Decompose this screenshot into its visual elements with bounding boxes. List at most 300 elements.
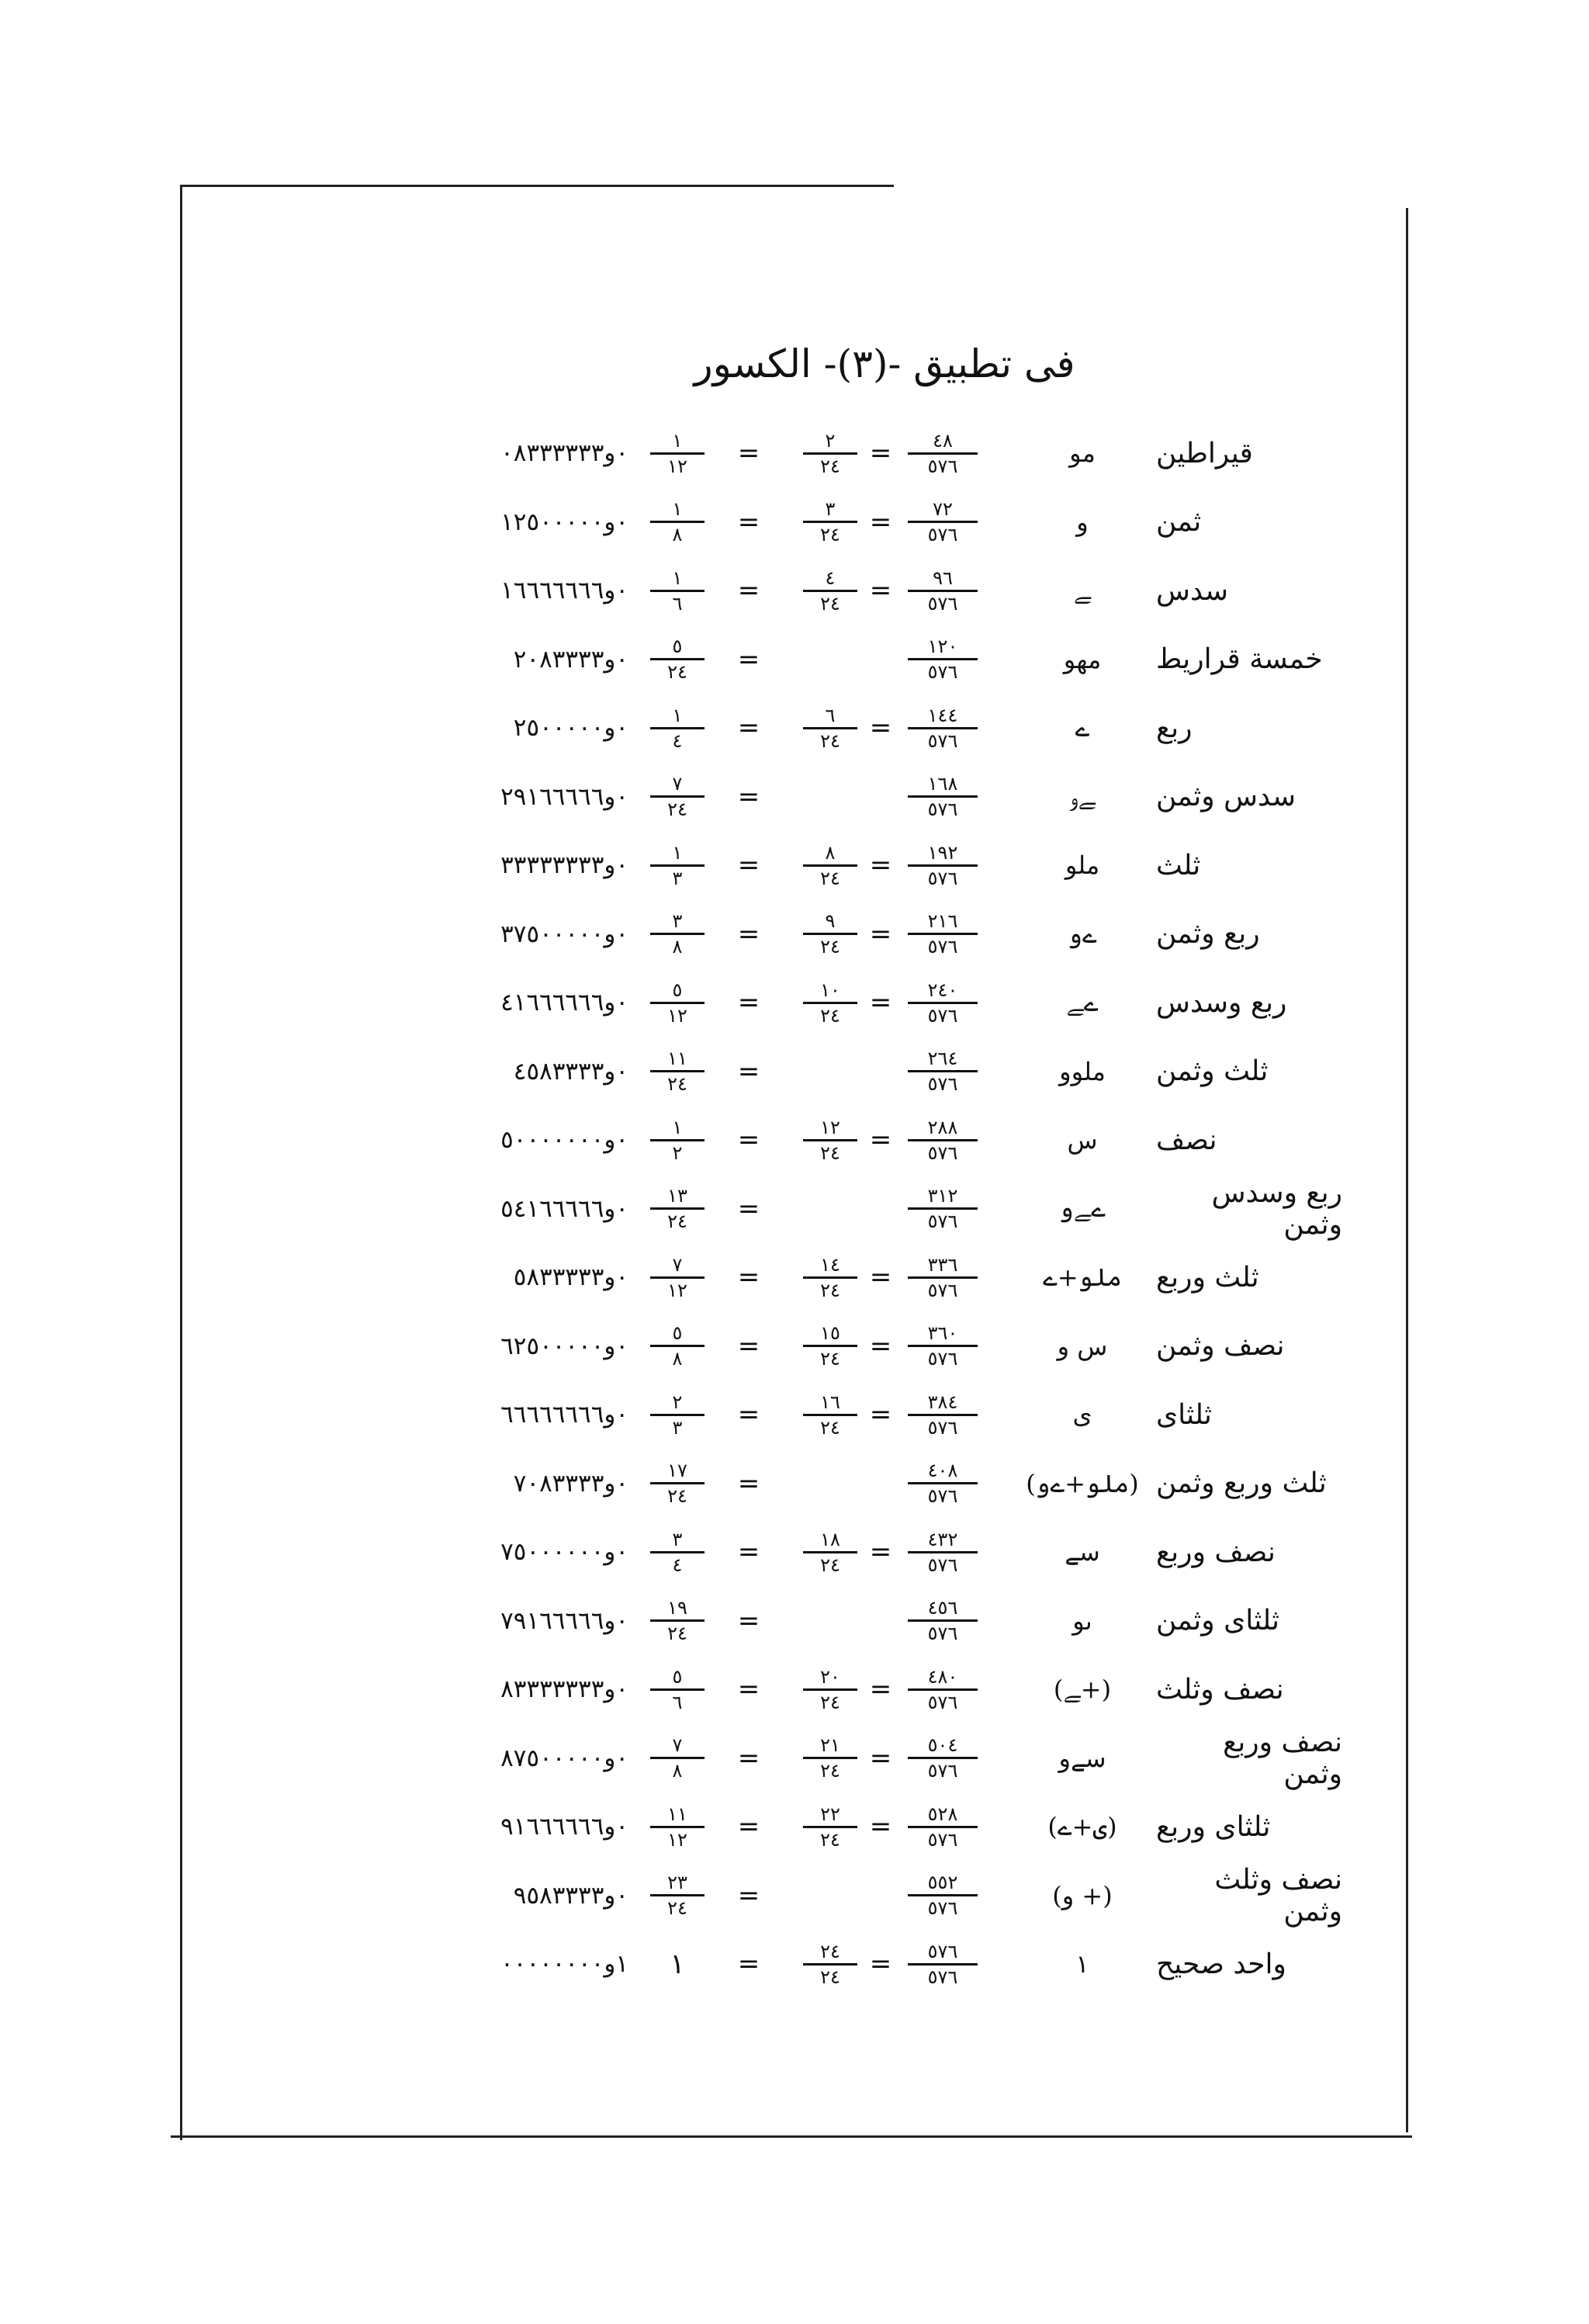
fraction-576ths [908,556,978,625]
denominator: ١٢ [667,455,687,477]
fraction-bar [650,1826,704,1828]
fraction-bar [908,795,978,798]
fraction-simplified [650,1312,704,1380]
fraction-bar [908,1139,978,1141]
fraction-bar [803,1757,857,1759]
numerator: ١ [672,429,683,452]
fraction-symbol: ملوو [1059,1056,1106,1086]
fraction-576ths [908,1243,978,1311]
fraction-bar [650,1551,704,1553]
numerator: ١ [672,498,683,520]
fraction-576ths [908,1792,978,1861]
numerator: ٩٦ [933,566,953,589]
equals-sign: = [737,1124,760,1155]
equals-sign: = [737,1536,760,1567]
equals-sign: = [869,1330,892,1362]
fraction-576ths [908,1930,978,1998]
fraction-name: ربع وثمن [1156,918,1260,950]
fraction-name: ربع وسدس وثمن [1211,1176,1342,1241]
decimal-value: ٠و٢٩١٦٦٦٦٦ [500,782,628,811]
numerator: ٥ [672,978,683,1001]
fraction-bar [803,727,857,729]
numerator: ٢٤ [820,1940,840,1962]
table-row [0,419,1589,487]
fraction-simplified [650,763,704,831]
numerator: ٥ [672,636,683,657]
fraction-symbol: س [1067,1125,1098,1155]
numerator: ٣٨٤ [927,1391,958,1413]
fraction-bar [908,590,978,592]
fraction-symbol: ےﮯ [1066,987,1099,1017]
fraction-simplified [650,1175,704,1243]
fraction-simplified [650,1243,704,1311]
decimal-value: ٠و٩١٦٦٦٦٦٦ [500,1813,628,1841]
equals-sign: = [737,1674,760,1705]
numerator: ٤٨ [933,429,953,452]
fraction-bar [803,933,857,935]
fraction-simplified [650,419,704,487]
fraction-name: ثلثاى وثمن [1156,1605,1280,1636]
fraction-bar [908,727,978,729]
equals-sign: = [869,987,892,1018]
denominator: ٥٧٦ [927,1348,958,1370]
equals-sign: = [737,712,760,743]
numerator: ٥٠٤ [927,1734,958,1756]
equals-sign: = [869,1811,892,1842]
fraction-simplified [650,625,704,694]
fraction-name: ثلثاى [1156,1398,1212,1431]
denominator: ٢٤ [820,1691,840,1713]
fraction-simplified [650,831,704,899]
numerator: ١١ [667,1048,687,1069]
numerator: ٣١٢ [927,1185,958,1207]
decimal-value: ٠و٥٤١٦٦٦٦٦ [500,1194,628,1223]
numerator: ٢ [672,1391,683,1413]
fraction-24ths [803,900,857,968]
fraction-24ths [803,556,857,625]
fraction-symbol: (ى+ے) [1047,1812,1117,1841]
fraction-24ths [803,1380,857,1449]
fraction-name: ربع [1156,712,1193,744]
fraction-bar [908,1619,978,1622]
equals-sign: = [869,1536,892,1567]
denominator: ٢٤ [667,1897,687,1919]
fraction-bar [908,1002,978,1004]
fraction-symbol: سےو [1058,1743,1106,1773]
fraction-bar [908,864,978,867]
fraction-24ths [803,1655,857,1723]
numerator: ١٤ [820,1253,840,1276]
fraction-bar [803,1551,857,1553]
denominator: ٢٤ [820,1760,840,1782]
numerator: ٤٣٢ [927,1528,958,1550]
fraction-symbol: ے [1075,713,1090,743]
table-row [0,625,1589,694]
fraction-symbol: ملو [1065,850,1100,880]
fraction-symbol: ےﮯو [1059,1193,1106,1223]
denominator: ٢٤ [820,1141,840,1164]
denominator: ٤ [672,729,683,752]
denominator: ٢٤ [667,661,687,683]
numerator: ١٨ [820,1528,840,1550]
numerator: ٣ [672,910,683,932]
fraction-simplified [650,488,704,556]
fraction-bar [803,1826,857,1828]
equals-sign: = [869,438,892,469]
fraction-name: نصف وربع [1156,1536,1276,1568]
fraction-bar [650,1757,704,1759]
equals-sign: = [869,506,892,538]
fraction-symbol: ١ [1075,1949,1089,1979]
equals-sign: = [869,918,892,950]
equals-sign: = [869,1674,892,1705]
table-row [0,1518,1589,1586]
fraction-name: ثلث وربع وثمن [1156,1467,1327,1499]
numerator: ٢٤٠ [927,978,958,1001]
fraction-simplified [650,1655,704,1723]
fraction-name: واحد صحيح [1156,1948,1286,1980]
numerator: ٢٣ [667,1872,687,1893]
fraction-symbol: س و [1057,1331,1108,1361]
numerator: ٦ [825,704,836,726]
fraction-24ths [803,419,857,487]
fraction-bar [650,1139,704,1141]
numerator: ١٦٨ [927,773,958,795]
numerator: ١٩٢ [927,841,958,864]
table-row [0,1037,1589,1106]
fraction-576ths [908,1518,978,1586]
denominator: ٥٧٦ [927,661,958,683]
fraction-24ths [803,1518,857,1586]
numerator: ٢٢ [820,1803,840,1825]
numerator: ١٠ [820,978,840,1001]
denominator: ٨ [672,1760,683,1782]
numerator: ٧ [672,1253,683,1276]
decimal-value: ٠و٠٨٣٣٣٣٣٣ [500,439,628,467]
fraction-bar [650,658,704,660]
fraction-symbol: ى [1072,1400,1092,1429]
numerator: ٥٥٢ [927,1872,958,1893]
numerator: ٧ [672,773,683,795]
denominator: ٢٤ [820,592,840,615]
decimal-value: ٠و٣٧٥٠٠٠٠٠ [500,920,628,948]
equals-sign: = [737,1399,760,1430]
denominator: ١٢ [667,1828,687,1851]
denominator: ٥٧٦ [927,1828,958,1851]
equals-sign: = [737,1605,760,1636]
denominator: ٢٤ [820,524,840,545]
fraction-name: نصف وثلث وثمن [1214,1863,1342,1927]
fraction-bar [908,1688,978,1691]
denominator: ٢٤ [820,1828,840,1851]
table-row [0,1862,1589,1930]
fraction-bar [908,1276,978,1279]
numerator: ١ [672,704,683,726]
decimal-value: ٠و٧٩١٦٦٦٦٦ [500,1606,628,1635]
frame-bottom-line [171,2135,1412,2138]
decimal-value: ٠و٦٦٦٦٦٦٦٦ [500,1401,628,1429]
fraction-simplified [650,1792,704,1861]
fraction-name: ثلث [1156,849,1201,881]
denominator: ٥٧٦ [927,1416,958,1439]
denominator: ٥٧٦ [927,729,958,752]
fraction-bar [650,521,704,523]
decimal-value: ٠و٢٠٨٣٣٣٣ [513,645,628,674]
denominator: ٥٧٦ [927,1279,958,1301]
fraction-simplified [650,1449,704,1518]
fraction-simplified [650,1862,704,1930]
numerator: ٨ [825,841,836,864]
fraction-bar [650,1345,704,1347]
table-row [0,900,1589,968]
denominator: ٣ [672,1416,683,1439]
denominator: ٥٧٦ [927,1073,958,1095]
denominator: ٢٤ [820,1279,840,1301]
fraction-symbol: ےو [1068,919,1097,949]
fraction-576ths [908,488,978,556]
table-row [0,763,1589,831]
fraction-bar [650,933,704,935]
equals-sign: = [737,575,760,606]
fraction-bar [908,521,978,523]
table-row [0,968,1589,1037]
fraction-576ths [908,968,978,1037]
fraction-name: نصف [1156,1124,1217,1156]
fraction-bar [908,1757,978,1759]
numerator: ٣ [672,1528,683,1550]
fraction-576ths [908,900,978,968]
fraction-name: نصف وثمن [1156,1330,1285,1362]
fraction-24ths [803,831,857,899]
fraction-symbol: (+ و) [1052,1880,1113,1910]
fraction-symbol: و [1076,507,1089,537]
fraction-bar [908,1070,978,1072]
fraction-bar [908,1963,978,1966]
denominator: ٢٤ [820,455,840,477]
fraction-name: سدس وثمن [1156,781,1296,812]
fraction-bar [803,521,857,523]
denominator: ٥٧٦ [927,1210,958,1232]
fraction-576ths [908,1862,978,1930]
fraction-bar [650,1070,704,1072]
numerator: ١٦ [820,1391,840,1413]
fraction-bar [908,1207,978,1210]
fraction-name: ثلث وربع [1156,1261,1259,1294]
fraction-576ths [908,1449,978,1518]
fraction-bar [803,452,857,455]
fraction-576ths [908,1587,978,1655]
equals-sign: = [737,1742,760,1774]
fraction-bar [803,1688,857,1691]
equals-sign: = [869,1399,892,1430]
fraction-simplified [650,968,704,1037]
denominator: ٢٤ [820,1416,840,1439]
fraction-name: خمسة قراريط [1156,643,1323,675]
table-row [0,1312,1589,1380]
numerator: ٣٣٦ [927,1253,958,1276]
denominator: ١٢ [667,1004,687,1027]
denominator: ٥٧٦ [927,1966,958,1988]
fraction-simplified [650,556,704,625]
fraction-576ths [908,625,978,694]
numerator: ٤٥٦ [927,1597,958,1619]
frame-top-line [180,185,894,187]
equals-sign: = [869,1742,892,1774]
numerator: ٢١٦ [927,910,958,932]
fraction-bar [650,1414,704,1416]
fraction-simplified [650,1106,704,1174]
fraction-symbol: ىو [1072,1605,1092,1636]
fraction-simplified [650,1724,704,1792]
numerator: ٤٠٨ [927,1460,958,1481]
decimal-value: ٠و٨٧٥٠٠٠٠٠ [500,1744,628,1772]
fraction-bar [650,1619,704,1622]
fraction-bar [650,590,704,592]
numerator: ١٧ [667,1460,687,1481]
fraction-name: سدس [1156,574,1229,607]
equals-sign: = [737,918,760,950]
fraction-symbol: ﮯ [1073,575,1092,605]
fraction-name: نصف وربع وثمن [1223,1726,1342,1790]
numerator: ١٣ [667,1185,687,1207]
fraction-24ths [803,1724,857,1792]
fraction-symbol: مهو [1063,644,1102,674]
denominator: ٢٤ [667,1485,687,1507]
denominator: ٥٧٦ [927,798,958,820]
decimal-value: ٠و٤١٦٦٦٦٦٦ [500,989,628,1017]
denominator: ٥٧٦ [927,1897,958,1919]
fraction-name: ربع وسدس [1156,986,1287,1019]
fraction-bar [908,1551,978,1553]
denominator: ٢٤ [820,1004,840,1027]
fraction-576ths [908,1655,978,1723]
denominator: ٢٤ [820,729,840,752]
fraction-576ths [908,763,978,831]
denominator: ٥٧٦ [927,1141,958,1164]
denominator: ٤ [672,1553,683,1576]
fraction-bar [650,1482,704,1484]
equals-sign: = [737,1055,760,1087]
table-row [0,694,1589,762]
decimal-value: ٠و١٦٦٦٦٦٦٦ [500,577,628,604]
equals-sign: = [737,781,760,812]
fraction-bar [908,658,978,660]
decimal-value: ٠و٧٥٠٠٠٠٠٠ [500,1538,628,1566]
numerator: ١ [672,1116,683,1138]
decimal-value: ٠و٥٨٣٣٣٣٣ [513,1263,628,1291]
fraction-24ths [803,968,857,1037]
table-row [0,1175,1589,1243]
denominator: ٢٤ [820,936,840,958]
denominator: ٨ [672,1348,683,1370]
denominator: ٦ [672,1691,683,1713]
table-row [0,1587,1589,1655]
fraction-simplified: ١ [670,1948,685,1980]
fraction-bar [650,795,704,798]
fraction-24ths [803,694,857,762]
fraction-bar [650,864,704,867]
denominator: ٦ [672,592,683,615]
numerator: ٣ [825,498,836,520]
fraction-symbol: سے [1065,1537,1100,1567]
fraction-bar [803,590,857,592]
table-row [0,1380,1589,1449]
fraction-bar [803,1276,857,1279]
denominator: ٥٧٦ [927,1553,958,1576]
equals-sign: = [737,438,760,469]
fraction-24ths [803,1243,857,1311]
table-row [0,1243,1589,1311]
fraction-symbol: ملو+ے [1043,1262,1122,1292]
numerator: ٥٧٦ [927,1940,958,1962]
table-row [0,1106,1589,1174]
fraction-24ths [803,1792,857,1861]
numerator: ٢٠ [820,1665,840,1688]
fraction-576ths [908,1106,978,1174]
fraction-bar [908,1345,978,1347]
fraction-bar [650,1207,704,1210]
equals-sign: = [869,712,892,743]
fraction-bar [650,1002,704,1004]
fraction-bar [908,933,978,935]
numerator: ٢١ [820,1734,840,1756]
fraction-bar [803,1963,857,1966]
denominator: ٨ [672,524,683,545]
fraction-bar [650,1276,704,1279]
denominator: ٢٤ [820,1348,840,1370]
denominator: ٥٧٦ [927,936,958,958]
fraction-24ths [803,1930,857,1998]
decimal-value: ٠و٢٥٠٠٠٠٠ [513,714,628,742]
fraction-simplified [650,1037,704,1106]
equals-sign: = [737,643,760,675]
fraction-symbol: ﮯو [1069,781,1096,811]
equals-sign: = [737,1262,760,1293]
decimal-value: ٠و٤٥٨٣٣٣٣ [513,1057,628,1086]
fraction-bar [650,1688,704,1691]
fraction-24ths [803,488,857,556]
denominator: ٥٧٦ [927,455,958,477]
fraction-name: ثمن [1156,506,1202,538]
equals-sign: = [737,987,760,1018]
fraction-symbol: (+ﮯ) [1053,1674,1112,1704]
decimal-value: ١و٠٠٠٠٠٠٠٠ [500,1950,628,1978]
numerator: ١٤٤ [927,704,958,726]
decimal-value: ٠و٦٢٥٠٠٠٠٠ [500,1332,628,1360]
table-row [0,1930,1589,1998]
equals-sign: = [737,1193,760,1224]
table-row [0,1724,1589,1792]
equals-sign: = [869,575,892,606]
fraction-bar [908,1414,978,1416]
equals-sign: = [737,506,760,538]
fraction-bar [908,1482,978,1484]
fraction-symbol: مو [1069,438,1096,468]
denominator: ٥٧٦ [927,1004,958,1027]
denominator: ٢٤ [667,1073,687,1095]
denominator: ٣ [672,867,683,889]
fraction-576ths [908,831,978,899]
numerator: ١١ [667,1803,687,1825]
fraction-bar [803,1345,857,1347]
numerator: ٤٨٠ [927,1665,958,1688]
fraction-bar [803,1414,857,1416]
denominator: ٥٧٦ [927,1623,958,1644]
equals-sign: = [737,1948,760,1979]
fraction-bar [908,1826,978,1828]
fraction-576ths [908,1724,978,1792]
denominator: ٥٧٦ [927,1760,958,1782]
